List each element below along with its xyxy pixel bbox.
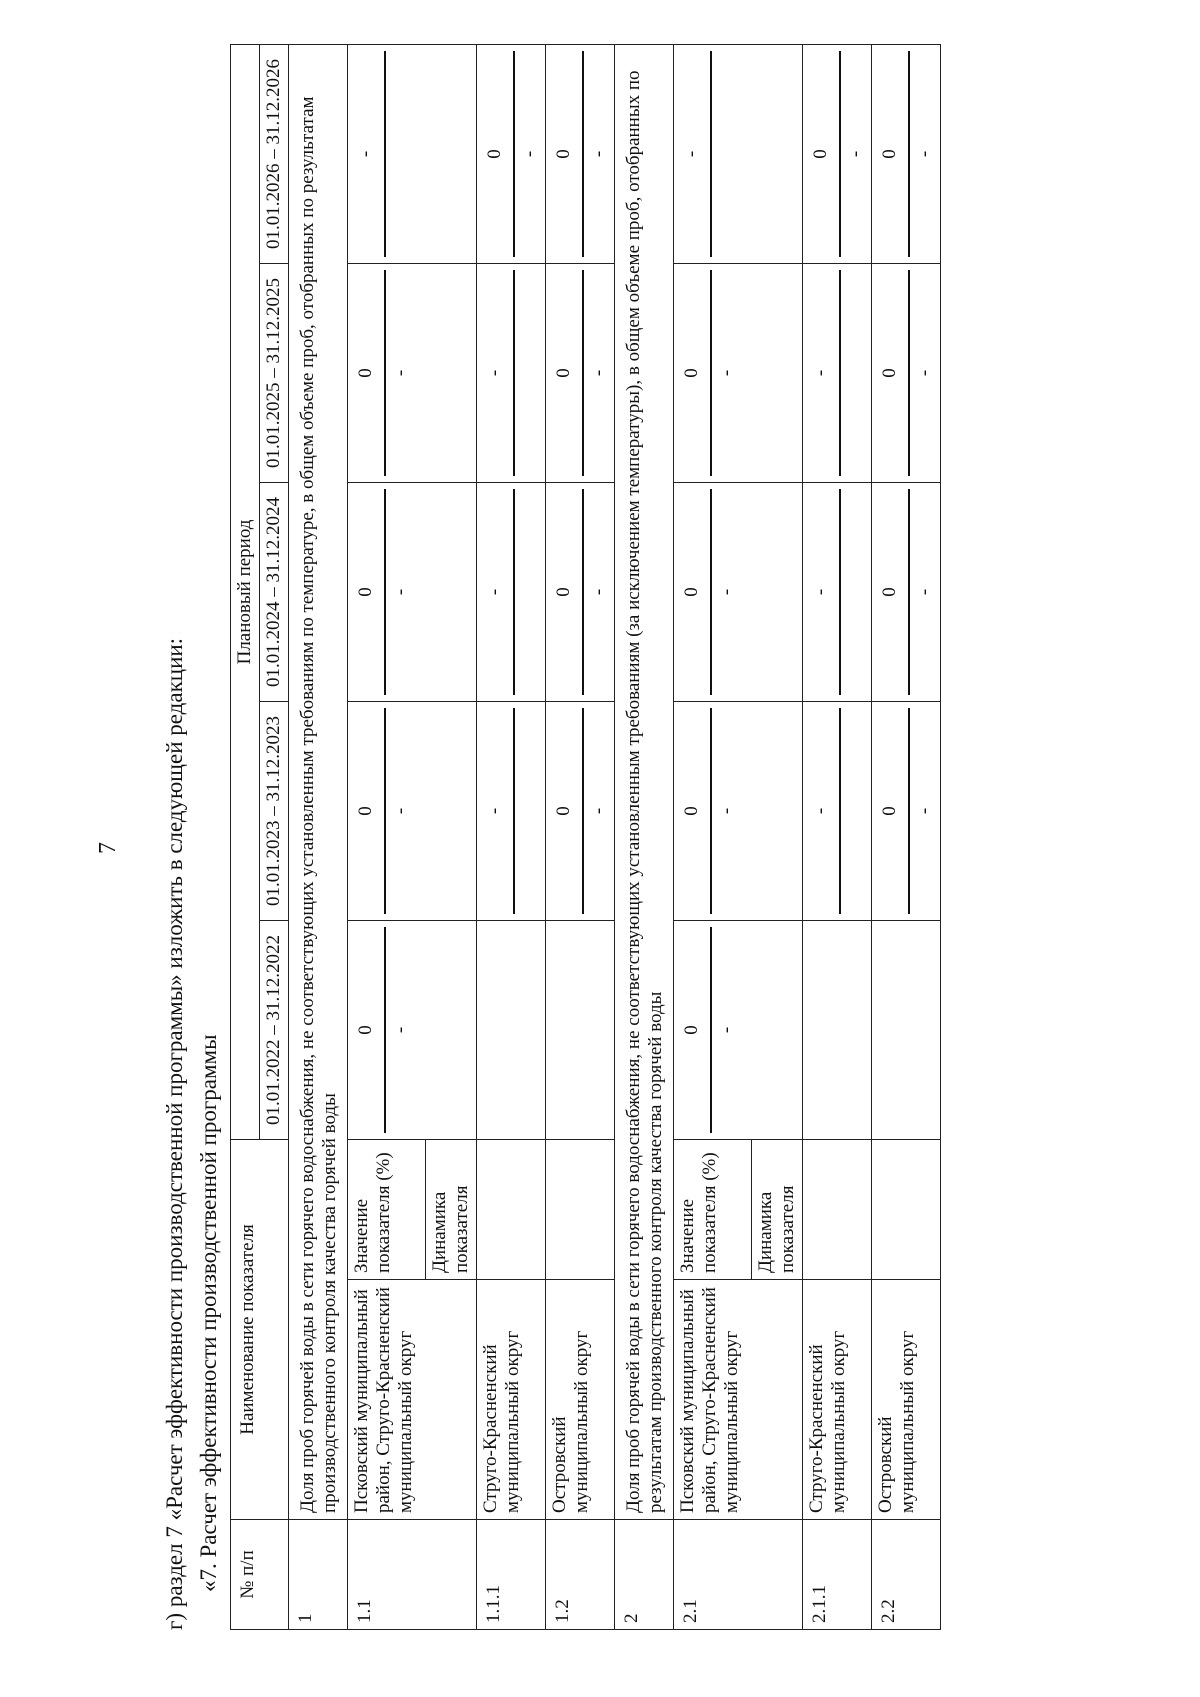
value-cell bbox=[546, 263, 615, 482]
header-period-2023: 01.01.2023 – 31.12.2023 bbox=[260, 701, 289, 920]
rotated-page-content bbox=[160, 45, 1200, 1630]
indicator-dynamics: - bbox=[716, 807, 737, 815]
row-name: Островский муниципальный округ bbox=[546, 1280, 615, 1520]
indicator-dynamics: - bbox=[588, 588, 609, 596]
value-cell bbox=[477, 263, 546, 482]
indicator-dynamics: - bbox=[845, 150, 866, 158]
row-name: Псковский муниципальный район, Струго-Красненский муниципальный округ bbox=[674, 1280, 803, 1520]
value-cell bbox=[546, 44, 615, 263]
header-row-1 bbox=[231, 44, 260, 1629]
value-cell bbox=[674, 482, 803, 701]
header-period-2022: 01.01.2022 – 31.12.2022 bbox=[260, 920, 289, 1139]
indicator-value bbox=[803, 921, 839, 1139]
indicator-dynamics: - bbox=[390, 588, 411, 596]
indicator-value bbox=[546, 921, 582, 1139]
indicator-value: 0 bbox=[803, 51, 841, 257]
value-cell bbox=[477, 44, 546, 263]
row-number: 1.1.1 bbox=[477, 1520, 546, 1630]
indicator-value: 0 bbox=[674, 708, 712, 914]
value-cell bbox=[872, 263, 941, 482]
row-number: 2.2 bbox=[872, 1520, 941, 1630]
header-name: Наименование показателя bbox=[231, 1139, 289, 1519]
value-cell bbox=[803, 920, 872, 1139]
indicator-value: - bbox=[348, 51, 386, 257]
indicator-dynamics bbox=[515, 702, 545, 920]
value-cell bbox=[872, 44, 941, 263]
table-row bbox=[674, 44, 803, 1629]
indicator-label-cell bbox=[348, 1139, 477, 1279]
indicator-dynamics: - bbox=[716, 369, 737, 377]
value-cell bbox=[348, 701, 477, 920]
indicator-label-cell bbox=[803, 1139, 872, 1279]
indicator-label-cell bbox=[674, 1139, 803, 1279]
indicator-dynamics: - bbox=[588, 807, 609, 815]
indicator-value bbox=[872, 921, 908, 1139]
indicator-dynamics-label: Динамика показателя bbox=[755, 1185, 798, 1273]
indicator-value: 0 bbox=[872, 51, 910, 257]
table-row bbox=[872, 44, 941, 1629]
table-body bbox=[289, 44, 941, 1629]
indicator-value: - bbox=[674, 51, 712, 257]
indicator-value: 0 bbox=[674, 489, 712, 695]
row-name: Псковский муниципальный район, Струго-Красненский муниципальный округ bbox=[348, 1280, 477, 1520]
indicator-label-cell bbox=[546, 1139, 615, 1279]
indicator-value-label: Значение показателя (%) bbox=[674, 1140, 752, 1279]
value-cell bbox=[872, 920, 941, 1139]
value-cell bbox=[546, 482, 615, 701]
efficiency-table-wrapper bbox=[230, 45, 941, 1630]
indicator-value: 0 bbox=[546, 51, 584, 257]
table-row bbox=[803, 44, 872, 1629]
section-subtitle: «7. Расчет эффективности производственной программы bbox=[196, 1034, 221, 1592]
value-cell bbox=[348, 44, 477, 263]
indicator-dynamics: - bbox=[914, 150, 935, 158]
value-cell bbox=[348, 263, 477, 482]
indicator-dynamics bbox=[841, 264, 871, 482]
value-cell bbox=[546, 920, 615, 1139]
indicator-dynamics bbox=[515, 483, 545, 701]
indicator-value: 0 bbox=[348, 708, 386, 914]
value-cell bbox=[803, 482, 872, 701]
header-planned-period: Плановый период bbox=[231, 44, 260, 1139]
section-row bbox=[289, 44, 348, 1629]
indicator-value: 0 bbox=[348, 270, 386, 476]
indicator-dynamics: - bbox=[588, 369, 609, 377]
indicator-label-cell bbox=[872, 1139, 941, 1279]
indicator-dynamics bbox=[841, 483, 871, 701]
value-cell bbox=[803, 44, 872, 263]
row-number: 2.1 bbox=[674, 1520, 803, 1630]
value-cell bbox=[674, 263, 803, 482]
indicator-dynamics bbox=[839, 921, 869, 1139]
value-cell bbox=[872, 701, 941, 920]
indicator-dynamics: - bbox=[390, 1026, 411, 1034]
indicator-label-cell bbox=[477, 1139, 546, 1279]
value-cell bbox=[803, 701, 872, 920]
value-cell bbox=[546, 701, 615, 920]
value-cell bbox=[872, 482, 941, 701]
indicator-dynamics-label: Динамика показателя bbox=[429, 1185, 472, 1273]
table-row bbox=[546, 44, 615, 1629]
indicator-value bbox=[477, 921, 513, 1139]
header-period-2024: 01.01.2024 – 31.12.2024 bbox=[260, 482, 289, 701]
indicator-dynamics: - bbox=[588, 150, 609, 158]
row-name: Струго-Красненский муниципальный округ bbox=[477, 1280, 546, 1520]
value-cell bbox=[674, 44, 803, 263]
indicator-value: 0 bbox=[348, 927, 386, 1133]
indicator-value: 0 bbox=[872, 489, 910, 695]
indicator-value: - bbox=[803, 270, 841, 476]
header-num: № п/п bbox=[231, 1520, 289, 1630]
header-period-2025: 01.01.2025 – 31.12.2025 bbox=[260, 263, 289, 482]
row-name: Струго-Красненский муниципальный округ bbox=[803, 1280, 872, 1520]
header-period-2026: 01.01.2026 – 31.12.2026 bbox=[260, 44, 289, 263]
indicator-value: 0 bbox=[546, 489, 584, 695]
indicator-value: 0 bbox=[477, 51, 515, 257]
indicator-dynamics: - bbox=[390, 807, 411, 815]
indicator-value: - bbox=[477, 489, 515, 695]
indicator-dynamics bbox=[513, 921, 543, 1139]
indicator-value: 0 bbox=[872, 270, 910, 476]
indicator-dynamics: - bbox=[716, 1026, 737, 1034]
indicator-value: 0 bbox=[546, 270, 584, 476]
indicator-value: 0 bbox=[348, 489, 386, 695]
value-cell bbox=[477, 482, 546, 701]
value-cell bbox=[477, 920, 546, 1139]
section-number: 2 bbox=[615, 1520, 674, 1630]
indicator-dynamics: - bbox=[914, 369, 935, 377]
page-number: 7 bbox=[95, 842, 121, 854]
value-cell bbox=[674, 920, 803, 1139]
indicator-dynamics bbox=[841, 702, 871, 920]
indicator-dynamics: - bbox=[390, 369, 411, 377]
value-cell bbox=[348, 482, 477, 701]
section-title: Доля проб горячей воды в сети горячего водоснабжения, не соответствующих установленным требованиям по температуре, в общем объеме проб, отобранных по результатам производственного контроля качества горячей воды bbox=[289, 44, 348, 1519]
indicator-value-label: Значение показателя (%) bbox=[348, 1140, 426, 1279]
table-row bbox=[477, 44, 546, 1629]
row-number: 1.1 bbox=[348, 1520, 477, 1630]
section-row bbox=[615, 44, 674, 1629]
indicator-dynamics: - bbox=[914, 807, 935, 815]
indicator-value: 0 bbox=[674, 927, 712, 1133]
indicator-dynamics bbox=[712, 45, 742, 263]
indicator-dynamics: - bbox=[519, 150, 540, 158]
indicator-value: - bbox=[477, 270, 515, 476]
indicator-value: 0 bbox=[872, 708, 910, 914]
value-cell bbox=[477, 701, 546, 920]
indicator-dynamics bbox=[386, 45, 416, 263]
intro-paragraph: г) раздел 7 «Расчет эффективности производственной программы» изложить в следующей редакции: bbox=[162, 637, 187, 1630]
indicator-dynamics: - bbox=[914, 588, 935, 596]
indicator-value: - bbox=[803, 708, 841, 914]
section-title: Доля проб горячей воды в сети горячего водоснабжения, не соответствующих установленным требованиям (за исключением температуры), в общем объеме проб, отобранных по результатам производственного контроля качества горячей воды bbox=[615, 44, 674, 1519]
indicator-dynamics: - bbox=[716, 588, 737, 596]
value-cell bbox=[803, 263, 872, 482]
table-row bbox=[348, 44, 477, 1629]
row-number: 1.2 bbox=[546, 1520, 615, 1630]
row-name: Островский муниципальный округ bbox=[872, 1280, 941, 1520]
value-cell bbox=[674, 701, 803, 920]
indicator-dynamics bbox=[515, 264, 545, 482]
indicator-dynamics bbox=[908, 921, 938, 1139]
indicator-value: - bbox=[803, 489, 841, 695]
efficiency-table bbox=[230, 44, 941, 1630]
row-number: 2.1.1 bbox=[803, 1520, 872, 1630]
indicator-value: 0 bbox=[674, 270, 712, 476]
indicator-value: 0 bbox=[546, 708, 584, 914]
value-cell bbox=[348, 920, 477, 1139]
indicator-dynamics bbox=[582, 921, 612, 1139]
indicator-value: - bbox=[477, 708, 515, 914]
section-number: 1 bbox=[289, 1520, 348, 1630]
